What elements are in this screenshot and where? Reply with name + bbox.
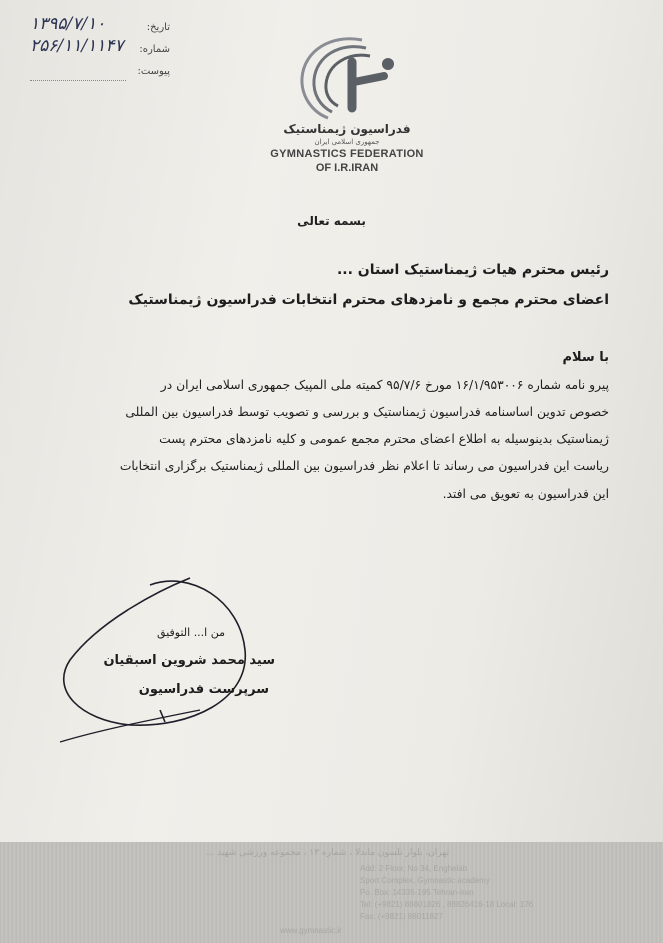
federation-name-en-line1: GYMNASTICS FEDERATION [270,148,424,160]
signer-title: سرپرست فدراسیون [138,682,269,697]
gymnast-emblem-icon [292,32,402,124]
attachment-row [30,62,170,84]
attachment-label: پیوست: [137,66,170,77]
letterhead-footer [0,842,663,943]
footer-website-link[interactable]: www.gymnastic.ir [280,926,342,935]
letter-meta [30,14,170,84]
footer-pobox: Po. Box: 14335-195 Tehran-Iran [360,888,474,897]
bismillah-heading: بسمه تعالی [297,214,366,228]
federation-logo [262,32,432,182]
date-label: تاریخ: [146,22,170,33]
federation-subtitle-fa: جمهوری اسلامی ایران [314,138,380,146]
closing-phrase: من ا... التوفیق [157,626,225,639]
body-line-2: خصوص تدوین اساسنامه فدراسیون ژیمناستیک و بررسی و تصویب توسط فدراسیون بین المللی [125,405,609,419]
federation-name-fa: فدراسیون ژیمناستیک [283,122,411,136]
attachment-line [30,80,126,81]
signer-name: سید محمد شروین اسبقیان [103,653,275,668]
federation-name-en-line2: OF I.R.IRAN [315,162,379,174]
date-value: ۱۳۹۵/۷/۱۰ [30,14,106,34]
footer-fax: Fax: (+9821) 88011827 [360,912,443,921]
footer-address-line: Sport Complex, Gymnastic academy [360,876,490,885]
recipient-line-2: اعضای محترم مجمع و نامزدهای محترم انتخابات فدراسیون ژیمناستیک [128,292,609,308]
number-label: شماره: [139,44,170,55]
body-line-3: ژیمناستیک بدینوسیله به اطلاع اعضای محترم مجمع عمومی و کلیه نامزدهای محترم پست [159,432,609,446]
recipient-line-1: رئیس محترم هیات ژیمناستیک استان ... [336,262,609,278]
greeting: با سلام [562,350,609,365]
number-value: ۲۵۶/۱۱/۱۱۴۷ [30,36,124,56]
number-row [30,36,170,62]
footer-address-line: Add: 2 Floor, No 34, Enghelab [360,864,468,873]
footer-address-fa: تهران، بلوار نلسون ماندلا ، شماره ۱۳ ، مجموعه ورزشی شهید ... [205,848,449,858]
body-line-4: ریاست این فدراسیون می رساند تا اعلام نظر فدراسیون بین المللی ژیمناستیک برگزاری انتخابات [119,459,609,473]
body-line-1: پیرو نامه شماره ۱۶/۱/۹۵۳۰۰۶ مورخ ۹۵/۷/۶ کمیته ملی المپیک جمهوری اسلامی ایران در [160,378,609,392]
footer-tel: Tel: (+9821) 88801826 , 88826416-18 Local: 176 [360,900,534,909]
body-line-5: این فدراسیون به تعویق می افتد. [442,487,609,501]
